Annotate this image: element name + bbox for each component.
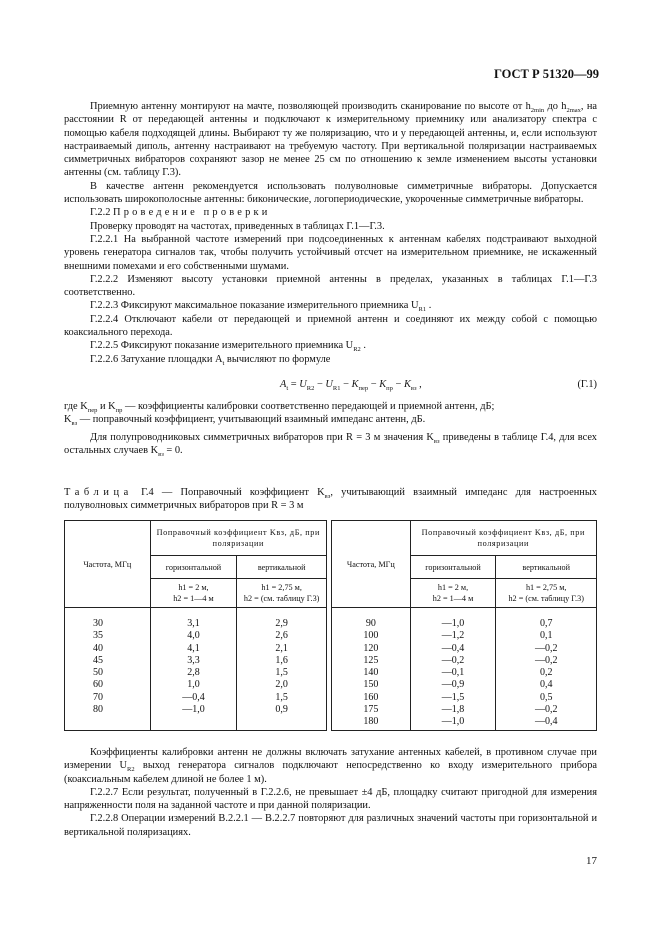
formula-expression: $A_t = U_{R2} - U_{R1} - K_{пер} - K_{пр} - K_{вз}$ ,	[280, 378, 422, 393]
table-cell-horizontal: —0,1	[441, 667, 465, 679]
col-header-freq-right: Частота, МГц	[332, 521, 411, 608]
table-cell-vertical: —0,2	[534, 704, 558, 716]
table-cell-vertical: 0,1	[539, 630, 553, 642]
freq-column-right	[332, 608, 411, 731]
paragraph-g2221: Г.2.2.1 На выбранной частоте измерений при подсоединенных к антеннам кабелях подстраивают выходной уровень генератора сигналов так, чтобы получить устойчивый отсчет на измерительном приемнике, не искаженный внешними помехами и его собственными шумами.	[64, 233, 597, 272]
table-cell-horizontal: —0,9	[441, 679, 465, 691]
table-cell-vertical: 2,1	[275, 642, 288, 654]
table-cell-frequency: 175	[363, 704, 379, 716]
where-clause-2: $K_{вз}$ — поправочный коэффициент, учитывающий взаимный импеданс антенн, дБ.	[64, 414, 426, 428]
paragraph-antenna-types: В качестве антенн рекомендуется использовать полуволновые симметричные вибраторы. Допускается использовать широкополосные антенны: биконические, логопериодические, укороченные симметричные вибраторы.	[64, 180, 597, 206]
table-cell-vertical: 0,2	[539, 667, 553, 679]
paragraph-g2224: Г.2.2.4 Отключают кабели от передающей и приемной антенн и соединяют их между собой с помощью коаксиального перехода.	[64, 313, 597, 339]
table-cell-frequency: 180	[363, 716, 379, 728]
paragraph-antenna-mount: Приемную антенну монтируют на мачте, позволяющей производить сканирование по высоте от $h_{2min}$ до $h_{2max}$, на расстоянии R от передающей антенны и подключают к измерительному приемнику или анализатору спектра с помощью кабеля подходящей длины. Выбирают ту же поляризацию, что и у передающей антенны, и, если используют настраиваемый диполь, антенну настраивают на требуемую частоту. При вертикальной поляризации настраиваемых симметричных вибраторов сохраняют зазор не менее 25 см по отношению к земле изменением высоты установки антенны (см. таблицу Г.3).	[64, 101, 597, 179]
col-header-freq: Частота, МГц	[65, 521, 151, 608]
vert-column-left	[237, 608, 327, 731]
table-cell-horizontal: 3,3	[187, 654, 200, 666]
table-cell-horizontal: —1,8	[441, 704, 465, 716]
paragraph-calibration: Коэффициенты калибровки антенн не должны включать затухание антенных кабелей, в противном случае при измерении $U_{R2}$ выход генератора сигналов подключают непосредственно ко входу измерительного прибора (коаксиальным кабелем длиной не более 1 м).	[64, 747, 598, 785]
table-cell-horizontal: —1,2	[441, 630, 465, 642]
paragraph-g2228: Г.2.2.8 Операции измерений В.2.2.1 — В.2.2.7 повторяют для различных значений частоты при горизонтальной и вертикальной поляризациях.	[64, 813, 597, 838]
table-cell-horizontal: 2,8	[187, 667, 200, 679]
table-cell-vertical: —0,2	[534, 654, 558, 666]
table-cell-frequency: 50	[93, 667, 103, 679]
table-cell-vertical: —0,4	[534, 716, 558, 728]
table-cell-vertical: 2,0	[275, 679, 288, 691]
table-cell-horizontal: —1,0	[441, 716, 465, 728]
document-header: ГОСТ Р 51320—99	[493, 67, 599, 81]
col-subheader-vertical: h1 = 2,75 м, h2 = (см. таблицу Г.3)	[237, 579, 327, 608]
table-cell-frequency: 100	[363, 630, 379, 642]
table-cell-horizontal: 4,0	[187, 630, 200, 642]
table-cell-vertical: 0,7	[539, 618, 553, 629]
table-cell-frequency: 140	[363, 667, 379, 679]
table-cell-horizontal: —1,0	[182, 704, 205, 716]
table-cell-frequency: 120	[363, 642, 379, 654]
col-header-vertical-right: вертикальной	[496, 556, 597, 579]
table-cell-frequency: 70	[93, 691, 103, 703]
horiz-column-right	[410, 608, 496, 731]
section-heading-g22: Г.2.2 Проведение проверки	[90, 207, 271, 219]
main-text	[64, 100, 597, 457]
table-cell-frequency: 35	[93, 630, 103, 642]
col-subheader-horizontal-right: h1 = 2 м, h2 = 1—4 м	[410, 579, 496, 608]
table-cell-horizontal: 4,1	[187, 642, 200, 654]
page-number: 17	[586, 855, 597, 867]
vert-column-right	[496, 608, 597, 731]
table-cell-vertical: 2,6	[275, 630, 288, 642]
col-header-coef-right: Поправочный коэффициент Kвз, дБ, при поляризации	[410, 521, 596, 556]
col-subheader-vertical-right: h1 = 2,75 м, h2 = (см. таблицу Г.3)	[496, 579, 597, 608]
table-cell-frequency: 125	[363, 654, 379, 666]
table-cell-horizontal: —0,4	[441, 642, 465, 654]
table-cell-frequency: 40	[93, 642, 103, 654]
table-cell-frequency: 90	[365, 618, 376, 629]
col-header-horizontal: горизонтальной	[150, 556, 237, 579]
paragraph-frequencies: Проверку проводят на частотах, приведенных в таблицах Г.1—Г.3.	[90, 220, 385, 232]
horiz-column-left	[150, 608, 237, 731]
table-cell-horizontal: 1,0	[187, 679, 200, 691]
table-cell-frequency: 30	[93, 618, 103, 629]
table-cell-vertical: —0,2	[534, 642, 558, 654]
table-cell-vertical: 0,9	[275, 704, 288, 716]
table-cell-vertical: 1,6	[275, 654, 288, 666]
table-cell-vertical: 1,5	[275, 667, 288, 679]
table-cell-frequency: 80	[93, 704, 103, 716]
table-cell-frequency: 160	[363, 691, 379, 703]
table-cell-frequency: 60	[93, 679, 103, 691]
paragraph-kvz: Для полупроводниковых симметричных вибраторов при R = 3 м значения $K_{вз}$ приведены в таблице Г.4, для всех остальных случаев $K_{вз} = 0$.	[64, 431, 597, 458]
paragraph-g2222: Г.2.2.2 Изменяют высоту установки приемной антенны в пределах, указанных в таблицах Г.1—Г.3 соответственно.	[64, 273, 597, 299]
table-cell-horizontal: —1,0	[441, 618, 465, 629]
col-header-vertical: вертикальной	[237, 556, 327, 579]
text-after-table	[64, 746, 597, 839]
formula-number: (Г.1)	[577, 378, 597, 390]
table-cell-horizontal: —1,5	[441, 691, 465, 703]
table-cell-horizontal: —0,2	[441, 654, 465, 666]
table-left	[64, 520, 327, 731]
where-clause-1: где $K_{пер}$ и $K_{пр}$ — коэффициенты калибровки соответственно передающей и приемной антенн, дБ;	[64, 400, 495, 415]
table-cell-frequency: 45	[93, 654, 103, 666]
freq-column-left	[65, 608, 151, 731]
table-right	[331, 520, 597, 731]
paragraph-g2225: Г.2.2.5 Фиксируют показание измерительного приемника $U_{R2}$ .	[90, 340, 366, 354]
paragraph-g2226: Г.2.2.6 Затухание площадки $A_t$ вычисляют по формуле	[90, 353, 331, 367]
col-header-coef: Поправочный коэффициент Kвз, дБ, при поляризации	[150, 521, 326, 556]
table-cell-vertical: 0,5	[539, 691, 553, 703]
table-cell-horizontal: 3,1	[187, 618, 200, 629]
col-subheader-horizontal: h1 = 2 м, h2 = 1—4 м	[150, 579, 237, 608]
table-cell-frequency: 150	[363, 679, 379, 691]
col-header-horizontal-right: горизонтальной	[410, 556, 496, 579]
table-cell-vertical: 0,4	[539, 679, 553, 691]
formula-g1	[64, 372, 597, 396]
table-cell-vertical: 1,5	[275, 691, 288, 703]
table-cell-horizontal: —0,4	[182, 691, 205, 703]
paragraph-g2227: Г.2.2.7 Если результат, полученный в Г.2.2.6, не превышает ±4 дБ, площадку считают пригодной для измерения напряженности поля на заданной частоте и при данной поляризации.	[64, 786, 597, 812]
paragraph-g2223: Г.2.2.3 Фиксируют максимальное показание измерительного приемника $U_{R1}$ .	[90, 300, 432, 314]
table-caption: Таблица Г.4 — Поправочный коэффициент $K_{вз}$, учитывающий взаимный импеданс для настроенных полуволновых симметричных вибраторов при R = 3 м	[64, 487, 597, 512]
table-cell-vertical: 2,9	[275, 618, 288, 629]
